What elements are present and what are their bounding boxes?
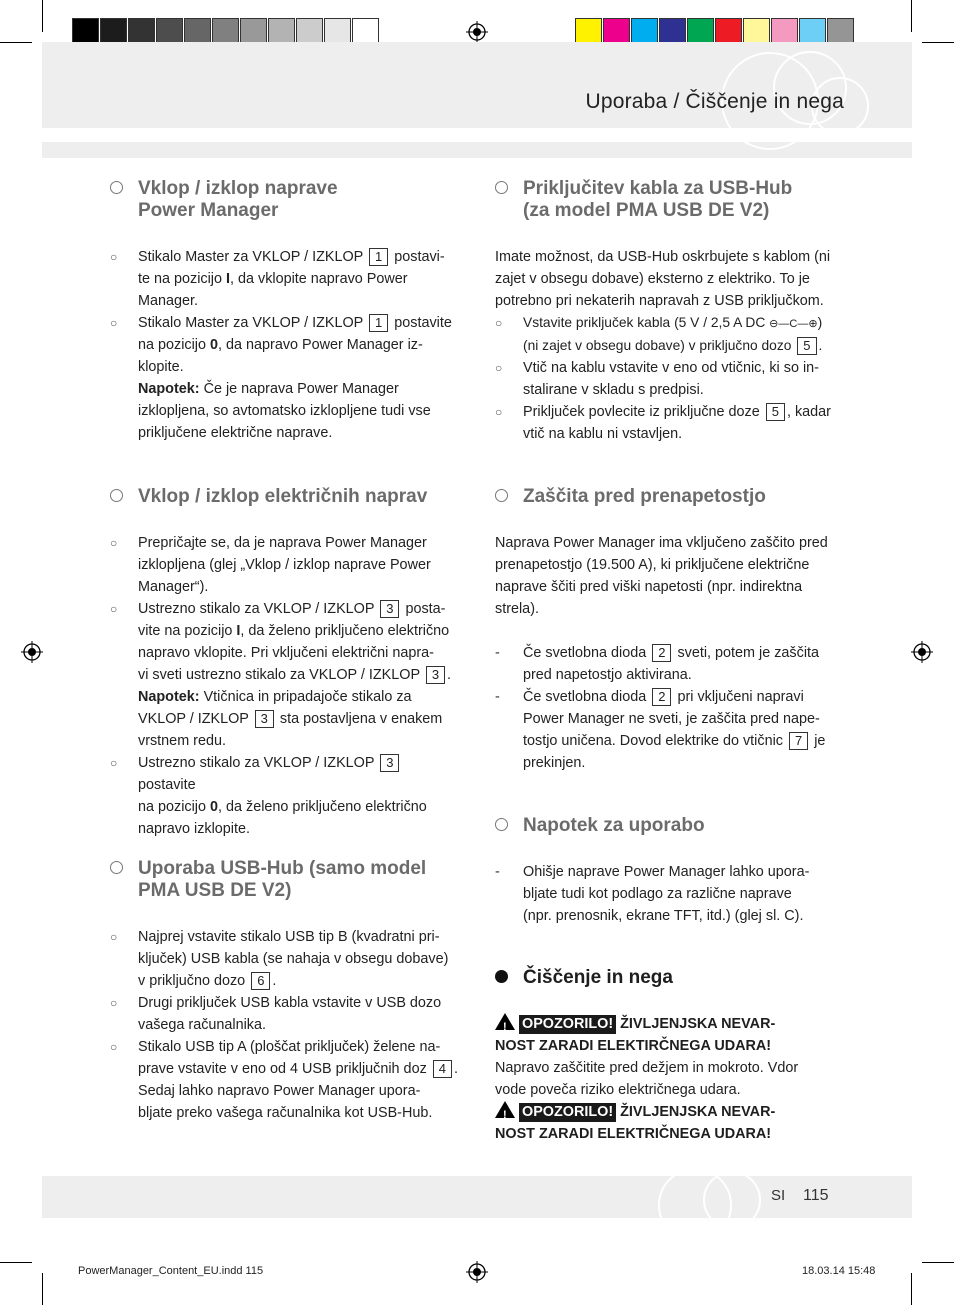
- dash-bullet-icon: -: [495, 864, 500, 880]
- section-heading-usb-hub: Uporaba USB-Hub (samo model PMA USB DE V2): [110, 858, 460, 902]
- paragraph: Napravo zaščitite pred dežjem in mokroto. Vdor vode poveča riziko električnega udara.: [495, 1060, 799, 1098]
- warning-triangle-icon: !: [495, 1013, 515, 1030]
- bullet-ring-icon: ○: [110, 536, 118, 550]
- left-column-section-3: [110, 858, 460, 1124]
- left-column: [110, 178, 460, 444]
- warning-block: ! OPOZORILO! ŽIVLJENJSKA NEVAR- NOST ZARADI ELEKTRIČNEGA UDARA!: [495, 1101, 845, 1145]
- section-heading-surge: Zaščita pred prenapetostjo: [495, 486, 845, 508]
- bullet-ring-icon: ○: [110, 1040, 118, 1054]
- registration-mark-icon: [466, 21, 488, 43]
- warning-triangle-icon: !: [495, 1101, 515, 1118]
- section-heading-cleaning: Čiščenje in nega: [495, 967, 845, 989]
- crop-mark: [922, 42, 954, 43]
- crop-mark: [42, 1273, 43, 1305]
- bullet-ring-icon: ○: [495, 361, 503, 375]
- bullet-ring-icon: ○: [110, 996, 118, 1010]
- section-ring-icon: [495, 489, 508, 502]
- list-item: - Če svetlobna dioda 2 pri vključeni napravi Power Manager ne sveti, je zaščita pred nape- tostjo uničena. Dovod elektrike do vtičnic 7 je prekinjen.: [495, 686, 845, 774]
- list-item: ○ Ustrezno stikalo za VKLOP / IZKLOP 3 postavite na pozicijo 0, da želeno priključeno električno napravo izklopite.: [110, 752, 460, 840]
- list-item: ○ Najprej vstavite stikalo USB tip B (kvadratni pri- ključek) USB kabla (se nahaja v obsegu dobave) v priključno dozo 6 .: [110, 926, 460, 992]
- right-column-section-4: [495, 967, 845, 1145]
- right-column-section-3: [495, 815, 845, 927]
- registration-mark-icon: [911, 641, 933, 663]
- list-item: ○ Vstavite priključek kabla (5 V / 2,5 A DC ⊖—C—⊕) (ni zajet v obsegu dobave) v priključno dozo 5 .: [495, 312, 845, 357]
- section-ring-icon: [110, 861, 123, 874]
- bullet-ring-icon: ○: [110, 316, 118, 330]
- dash-bullet-icon: -: [495, 689, 500, 705]
- crop-mark: [42, 0, 43, 32]
- page-number: 115: [803, 1187, 829, 1204]
- list-item: ○ Drugi priključek USB kabla vstavite v USB dozo vašega računalnika.: [110, 992, 460, 1036]
- list-item: ○ Vtič na kablu vstavite v eno od vtičnic, ki so in- stalirane v skladu s predpisi.: [495, 357, 845, 401]
- section-dot-icon: [495, 970, 508, 983]
- page-title: Uporaba / Čiščenje in nega: [585, 90, 844, 113]
- section-ring-icon: [110, 489, 123, 502]
- registration-mark-icon: [21, 641, 43, 663]
- paragraph: Imate možnost, da USB-Hub oskrbujete s kablom (ni zajet v obsegu dobave) eksterno z elektriko. To je potrebno pri nekaterih napravah z USB priključkom.: [495, 249, 831, 309]
- list-item: ○ Prepričajte se, da je naprava Power Manager izklopljena (glej „Vklop / izklop naprave Power Manager“).: [110, 532, 460, 598]
- footer-language: SI: [771, 1187, 786, 1204]
- section-heading-usb-cable: Priključitev kabla za USB-Hub (za model PMA USB DE V2): [495, 178, 845, 222]
- bullet-ring-icon: ○: [110, 756, 118, 770]
- crop-mark: [0, 1262, 32, 1263]
- section-ring-icon: [495, 181, 508, 194]
- bullet-ring-icon: ○: [110, 602, 118, 616]
- right-column-section-2: [495, 486, 845, 774]
- dc-polarity-icon: ⊖—C—⊕: [769, 318, 818, 330]
- bullet-ring-icon: ○: [495, 405, 503, 419]
- list-item: - Ohišje naprave Power Manager lahko upora- bljate tudi kot podlago za različne naprave (npr. prenosnik, ekrane TFT, itd.) (glej sl. C).: [495, 861, 845, 927]
- section-heading-power-manager: Vklop / izklop naprave Power Manager: [110, 178, 460, 222]
- crop-mark: [911, 1273, 912, 1305]
- decorative-circles-icon: [640, 1160, 780, 1230]
- slug-filename: PowerManager_Content_EU.indd 115: [78, 1265, 264, 1277]
- bullet-ring-icon: ○: [110, 250, 118, 264]
- section-heading-usage-tip: Napotek za uporabo: [495, 815, 845, 837]
- list-item: - Če svetlobna dioda 2 sveti, potem je zaščita pred napetostjo aktivirana.: [495, 642, 845, 686]
- dash-bullet-icon: -: [495, 645, 500, 661]
- crop-mark: [0, 42, 32, 43]
- section-ring-icon: [495, 818, 508, 831]
- crop-mark: [911, 0, 912, 32]
- left-column-section-2: [110, 486, 460, 840]
- list-item: ○ Priključek povlecite iz priključne doze 5 , kadar vtič na kablu ni vstavljen.: [495, 401, 845, 445]
- bullet-ring-icon: ○: [495, 316, 503, 330]
- slug-date: 18.03.14 15:48: [802, 1265, 876, 1277]
- right-column: [495, 178, 845, 445]
- warning-block: ! OPOZORILO! ŽIVLJENJSKA NEVAR- NOST ZARADI ELEKTIRČNEGA UDARA!: [495, 1013, 845, 1057]
- section-ring-icon: [110, 181, 123, 194]
- list-item: ○ Stikalo Master za VKLOP / IZKLOP 1 postavi- te na pozicijo I, da vklopite napravo Power Manager.: [110, 246, 460, 312]
- crop-mark: [922, 1262, 954, 1263]
- list-item: ○ Ustrezno stikalo za VKLOP / IZKLOP 3 posta- vite na pozicijo I, da želeno priključeno električno napravo vklopite. Pri vključeni električni napra- vi sveti ustrezno stikalo za VKLOP / IZKLOP 3 . Napotek: Vtičnica in pripadajoče stikalo za VKLOP / IZKLOP 3 sta postavljena v enakem vrstnem redu.: [110, 598, 460, 752]
- registration-mark-icon: [466, 1261, 488, 1283]
- list-item: ○ Stikalo Master za VKLOP / IZKLOP 1 postavite na pozicijo 0, da napravo Power Manager iz- klopite. Napotek: Če je naprava Power Manager izklopljena, so avtomatsko izklopljene tudi vse priključene električne naprave.: [110, 312, 460, 444]
- bullet-ring-icon: ○: [110, 930, 118, 944]
- section-heading-devices: Vklop / izklop električnih naprav: [110, 486, 460, 508]
- paragraph: Naprava Power Manager ima vključeno zaščito pred prenapetostjo (19.500 A), ki priključene električne naprave ščiti pred viški napetosti (npr. indirektna strela).: [495, 535, 828, 617]
- list-item: ○ Stikalo USB tip A (ploščat priključek) želene na- prave vstavite v eno od 4 USB priključnih doz 4 . Sedaj lahko napravo Power Manager upora- bljate preko vašega računalnika kot USB-Hub.: [110, 1036, 460, 1124]
